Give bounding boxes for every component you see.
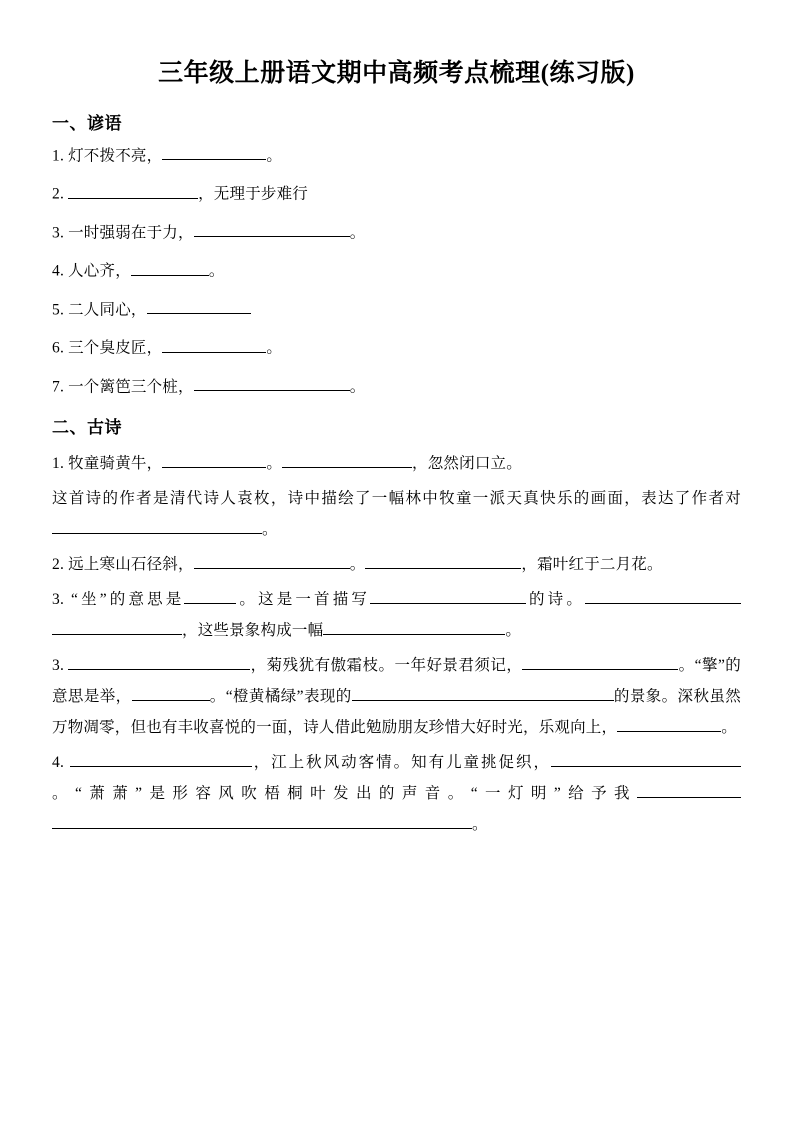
list-item [52, 336, 741, 361]
fill-blank[interactable] [562, 685, 614, 702]
section-heading-poetry: 二、古诗 [52, 418, 122, 438]
fill-blank[interactable] [194, 221, 350, 238]
item-text-before: 一个篱笆三个桩， [68, 378, 194, 396]
poem5-text-d: 。 [472, 816, 488, 834]
section-heading-proverbs: 一、谚语 [52, 113, 122, 133]
poem5-text-c: 。“萧萧”是形容风吹梧桐叶发出的声音。“一灯明”给予我 [52, 785, 637, 803]
fill-blank[interactable] [147, 298, 251, 315]
poem4-text-d: “擎”的意思是举， [52, 657, 742, 706]
fill-blank[interactable] [68, 182, 198, 199]
fill-blank[interactable] [70, 751, 252, 768]
poem2-text-a: 2. 远上寒山石径斜， [52, 556, 194, 574]
item-number: 4. [52, 262, 65, 280]
item-text-after: 。 [266, 147, 283, 164]
fill-blank[interactable] [162, 336, 266, 353]
poem3-text-b: 。这是一首描写 [236, 591, 371, 609]
poem2-text-b: 。 [349, 556, 366, 574]
item-text-after: 。 [266, 339, 283, 357]
list-item [52, 182, 741, 207]
item-text-before: 人心齐， [68, 262, 131, 280]
poem1-note-a: 这首诗的作者是清代诗人袁枚，诗中描绘了一幅林中牧童一派天真快乐的 [52, 490, 591, 508]
poem3-text-d: ，这些景象构成一幅 [182, 622, 324, 640]
poem4-text-g: 朋友珍惜大好时光，乐观向上， [397, 719, 618, 737]
poem5-number: 4. [52, 754, 65, 772]
poem-note-1 [52, 483, 741, 545]
poem4-text-h: 。 [721, 719, 737, 737]
fill-blank[interactable] [52, 518, 262, 535]
fill-blank[interactable] [365, 553, 521, 570]
item-number: 7. [52, 378, 65, 396]
poem-item-1 [52, 448, 741, 479]
poem-item-3 [52, 584, 741, 646]
poem4-text-f: 的景象。深秋虽然万物凋零，但也有丰收喜悦的一面，诗人借此勉励 [52, 688, 741, 737]
item-text-after: 。 [208, 262, 225, 280]
item-number: 6. [52, 339, 65, 357]
list-item [52, 259, 741, 284]
item-text-before: 三个臭皮匠， [68, 339, 163, 357]
fill-blank[interactable] [184, 588, 236, 605]
fill-blank[interactable] [194, 375, 350, 392]
list-item [52, 298, 741, 323]
item-text-before: 二人同心， [68, 301, 147, 319]
list-item [52, 144, 741, 169]
poem3-text-c: 的诗。 [526, 591, 585, 609]
item-number: 3. [52, 224, 65, 242]
poem-item-2 [52, 549, 741, 580]
item-text-after: 。 [349, 224, 366, 242]
poem1-text-a: 1. 牧童骑黄牛， [52, 455, 163, 473]
fill-blank[interactable] [282, 452, 412, 469]
fill-blank[interactable] [585, 588, 741, 605]
fill-blank[interactable] [68, 654, 250, 671]
fill-blank[interactable] [637, 782, 741, 799]
poem4-text-b: ，菊残犹有傲霜枝。一年好景君须记， [250, 657, 523, 675]
poem3-text-a: 3. “坐”的意思是 [52, 591, 185, 609]
fill-blank[interactable] [323, 619, 505, 636]
fill-blank[interactable] [551, 751, 707, 768]
item-number: 5. [52, 301, 65, 319]
fill-blank[interactable] [162, 144, 266, 161]
poem2-text-c: ，霜叶红于二月花。 [521, 556, 663, 574]
poem1-note-c: 。 [262, 521, 278, 539]
item-number: 2. [52, 185, 65, 203]
fill-blank[interactable] [522, 654, 678, 671]
item-text-before: 灯不拨不亮， [68, 147, 163, 164]
fill-blank[interactable] [707, 751, 741, 768]
poem5-text-b: ，江上秋风动客情。知有儿童挑促织， [251, 754, 552, 772]
poem1-text-c: ，忽然闭口立。 [412, 455, 522, 473]
poem4-text-e: 。“橙黄橘绿”表现的 [209, 688, 352, 706]
item-text-after: ，无理于步难行 [198, 185, 309, 203]
fill-blank[interactable] [352, 685, 562, 702]
poem4-text-c: 。 [678, 657, 695, 675]
list-item [52, 375, 741, 400]
item-number: 1. [52, 147, 65, 164]
poem3-text-e: 。 [505, 622, 522, 640]
poem1-note-b: 画面，表达了作者对 [590, 490, 741, 508]
fill-blank[interactable] [52, 813, 472, 830]
list-item [52, 221, 741, 246]
item-text-before: 一时强弱在于力， [68, 224, 194, 242]
item-text-after: 。 [349, 378, 366, 396]
poem-item-4 [52, 650, 741, 743]
fill-blank[interactable] [617, 716, 721, 733]
fill-blank[interactable] [194, 553, 350, 570]
fill-blank[interactable] [52, 619, 182, 636]
fill-blank[interactable] [370, 588, 526, 605]
poem4-number: 3. [52, 657, 65, 675]
poem1-text-b: 。 [266, 455, 283, 473]
poem-item-5 [52, 747, 741, 840]
fill-blank[interactable] [131, 259, 209, 276]
page-title: 三年级上册语文期中高频考点梳理(练习版) [158, 60, 635, 87]
fill-blank[interactable] [162, 452, 266, 469]
fill-blank[interactable] [132, 685, 210, 702]
